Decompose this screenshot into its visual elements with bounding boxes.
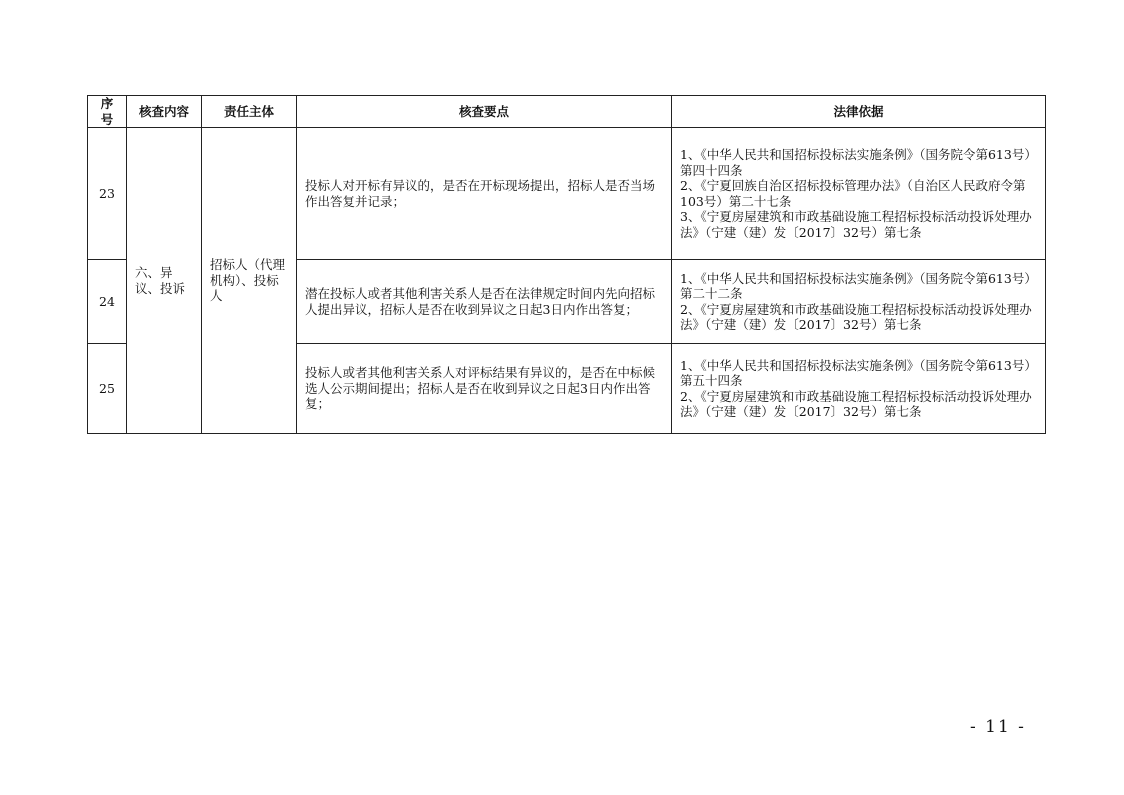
check-point-cell: 投标人或者其他利害关系人对评标结果有异议的，是否在中标候选人公示期间提出；招标人是否在收到异议之日起3日内作出答复； — [297, 344, 672, 434]
legal-basis-item: 3、《宁夏房屋建筑和市政基础设施工程招标投标活动投诉处理办法》（宁建（建）发〔2017〕32号）第七条 — [680, 209, 1032, 240]
responsible-party-cell: 招标人（代理机构）、投标人 — [202, 128, 297, 434]
legal-basis-cell — [672, 128, 1046, 260]
inspection-table — [87, 95, 1046, 434]
page-number: - 11 - — [970, 717, 1026, 737]
row-serial: 25 — [88, 344, 127, 434]
legal-basis-cell — [672, 260, 1046, 344]
check-content-cell: 六、异议、投诉 — [127, 128, 202, 434]
row-serial: 23 — [88, 128, 127, 260]
table-row — [88, 128, 1046, 260]
legal-basis-item: 2、《宁夏房屋建筑和市政基础设施工程招标投标活动投诉处理办法》（宁建（建）发〔2017〕32号）第七条 — [680, 388, 1032, 419]
legal-basis-item: 2、《宁夏房屋建筑和市政基础设施工程招标投标活动投诉处理办法》（宁建（建）发〔2017〕32号）第七条 — [680, 301, 1032, 332]
legal-basis-item: 1、《中华人民共和国招标投标法实施条例》（国务院令第613号）第二十二条 — [680, 270, 1037, 301]
table-header-row — [88, 96, 1046, 128]
legal-basis-cell — [672, 344, 1046, 434]
check-point-cell: 潜在投标人或者其他利害关系人是否在法律规定时间内先向招标人提出异议，招标人是否在收到异议之日起3日内作出答复； — [297, 260, 672, 344]
check-point-cell: 投标人对开标有异议的，是否在开标现场提出，招标人是否当场作出答复并记录； — [297, 128, 672, 260]
legal-basis-item: 1、《中华人民共和国招标投标法实施条例》（国务院令第613号）第五十四条 — [680, 357, 1037, 388]
header-check-points: 核查要点 — [297, 96, 672, 128]
legal-basis-item: 1、《中华人民共和国招标投标法实施条例》（国务院令第613号）第四十四条 — [680, 147, 1037, 178]
header-legal-basis: 法律依据 — [672, 96, 1046, 128]
header-responsible-party: 责任主体 — [202, 96, 297, 128]
legal-basis-item: 2、《宁夏回族自治区招标投标管理办法》（自治区人民政府令第103号）第二十七条 — [680, 178, 1026, 209]
header-check-content: 核查内容 — [127, 96, 202, 128]
header-serial: 序号 — [88, 96, 127, 128]
row-serial: 24 — [88, 260, 127, 344]
